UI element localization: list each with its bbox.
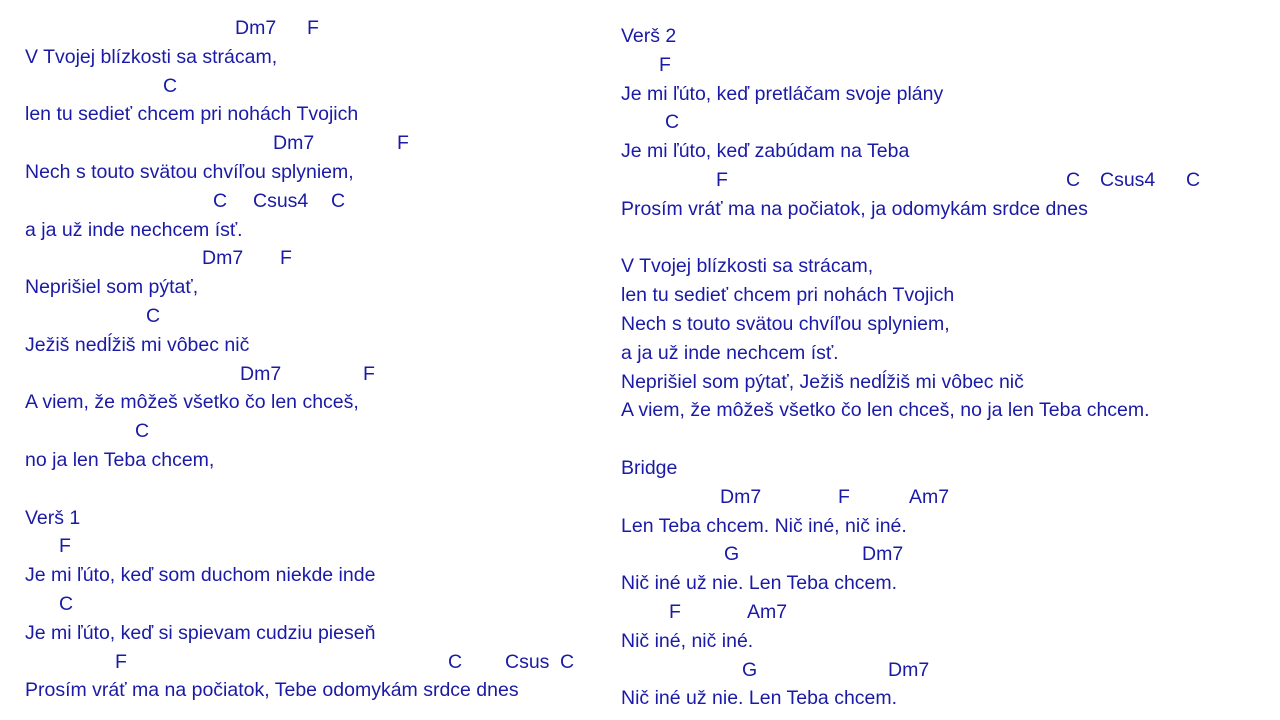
chord-line	[25, 187, 605, 216]
lyric-text: Nech s touto svätou chvíľou splyniem,	[25, 160, 354, 183]
chord-label: Am7	[909, 485, 950, 508]
left-column	[25, 14, 605, 705]
chord-label: C	[448, 650, 463, 673]
chord-label: C	[146, 304, 161, 327]
chord-line	[621, 598, 1261, 627]
lyric-line	[621, 512, 1261, 541]
lyric-text: no ja len Teba chcem,	[25, 448, 215, 471]
lyric-text: Je mi ľúto, keď pretláčam svoje plány	[621, 82, 944, 105]
chord-label: C	[1186, 168, 1201, 191]
chord-label: Dm7	[240, 362, 282, 385]
chord-line	[25, 72, 605, 101]
chord-label: F	[838, 485, 850, 508]
lyric-line	[621, 569, 1261, 598]
chord-label: F	[659, 53, 671, 76]
lyric-text: V Tvojej blízkosti sa strácam,	[621, 255, 874, 278]
lyric-line	[621, 281, 1261, 310]
blank-line	[621, 425, 1261, 454]
chord-line	[25, 129, 605, 158]
lyric-line	[621, 368, 1261, 397]
chord-line	[25, 532, 605, 561]
lyric-text: V Tvojej blízkosti sa strácam,	[25, 45, 278, 68]
lyric-text: Je mi ľúto, keď si spievam cudziu pieseň	[25, 621, 376, 644]
chord-label: C	[331, 189, 346, 212]
lyric-line	[25, 331, 605, 360]
lyric-text: Nič iné už nie. Len Teba chcem.	[621, 687, 898, 710]
lyric-line	[25, 100, 605, 129]
right-column	[621, 22, 1261, 713]
chord-label: F	[363, 362, 375, 385]
blank-line	[621, 224, 1261, 253]
lyric-line	[25, 158, 605, 187]
lyric-line	[25, 43, 605, 72]
chord-label: Dm7	[888, 658, 930, 681]
chord-label: C	[1066, 168, 1081, 191]
lyric-line	[621, 454, 1261, 483]
lyric-text: Neprišiel som pýtať,	[25, 276, 199, 299]
lyric-line	[25, 504, 605, 533]
chord-label: Dm7	[202, 247, 244, 270]
chord-line	[25, 302, 605, 331]
lyric-text: A viem, že môžeš všetko čo len chceš, no ja len Teba chcem.	[621, 399, 1150, 422]
lyric-line	[621, 22, 1261, 51]
lyric-text: Verš 1	[25, 506, 81, 529]
chord-line	[25, 417, 605, 446]
chord-label: Am7	[747, 600, 788, 623]
chord-label: Csus	[505, 650, 550, 673]
chord-label: G	[724, 543, 740, 566]
chord-label: Dm7	[235, 17, 277, 39]
lyric-line	[25, 216, 605, 245]
blank-line	[25, 475, 605, 504]
lyric-line	[621, 339, 1261, 368]
chord-label: F	[669, 600, 681, 623]
lyric-line	[621, 80, 1261, 109]
lyric-text: len tu sedieť chcem pri nohách Tvojich	[621, 284, 955, 307]
chord-label: F	[115, 650, 127, 673]
chord-label: Dm7	[273, 132, 315, 155]
chord-line	[25, 648, 605, 677]
chord-line	[25, 590, 605, 619]
chord-label: F	[716, 168, 728, 191]
lyric-line	[621, 684, 1261, 713]
chord-label: F	[307, 17, 319, 39]
chord-label: C	[163, 74, 178, 97]
lyric-text: Prosím vráť ma na počiatok, Tebe odomykám srdce dnes	[25, 679, 519, 702]
chord-label: F	[397, 132, 409, 155]
lyric-line	[25, 676, 605, 705]
chord-line	[621, 108, 1261, 137]
chord-label: C	[59, 592, 74, 615]
lyric-text: Nič iné už nie. Len Teba chcem.	[621, 572, 898, 595]
lyric-text: Verš 2	[621, 25, 677, 47]
chord-label: Dm7	[862, 543, 904, 566]
chord-label: Dm7	[720, 485, 762, 508]
chord-label: G	[742, 658, 758, 681]
lyric-text: Nič iné, nič iné.	[621, 629, 754, 652]
lyric-text: Bridge	[621, 456, 678, 479]
lyric-line	[25, 273, 605, 302]
lyric-text: len tu sedieť chcem pri nohách Tvojich	[25, 103, 359, 126]
lyric-text: Nech s touto svätou chvíľou splyniem,	[621, 312, 950, 335]
lyric-line	[25, 561, 605, 590]
chord-line	[621, 166, 1261, 195]
lyric-text: Je mi ľúto, keď som duchom niekde inde	[25, 564, 376, 587]
lyric-text: Neprišiel som pýtať, Ježiš nedĺžiš mi vôbec nič	[621, 370, 1024, 393]
lyric-text: Je mi ľúto, keď zabúdam na Teba	[621, 140, 910, 163]
lyric-line	[25, 619, 605, 648]
lyric-text: Len Teba chcem. Nič iné, nič iné.	[621, 514, 907, 537]
lyric-text: Ježiš nedĺžiš mi vôbec nič	[25, 333, 250, 356]
chord-label: F	[59, 535, 71, 558]
chord-label: C	[213, 189, 228, 212]
lyric-line	[621, 195, 1261, 224]
chord-label: Csus4	[253, 189, 309, 212]
lyric-line	[621, 627, 1261, 656]
lyric-text: A viem, že môžeš všetko čo len chceš,	[25, 391, 359, 414]
lyric-line	[621, 396, 1261, 425]
chord-line	[621, 51, 1261, 80]
chord-label: F	[280, 247, 292, 270]
chord-line	[621, 540, 1261, 569]
chord-line	[25, 14, 605, 43]
lyric-line	[621, 252, 1261, 281]
chord-line	[25, 244, 605, 273]
lyric-text: Prosím vráť ma na počiatok, ja odomykám srdce dnes	[621, 197, 1088, 220]
lyric-line	[621, 310, 1261, 339]
lyric-text: a ja už inde nechcem ísť.	[621, 341, 839, 364]
chord-label: C	[135, 420, 150, 443]
chord-line	[621, 656, 1261, 685]
chord-label: C	[560, 650, 575, 673]
lyric-line	[25, 446, 605, 475]
chord-label: Csus4	[1100, 168, 1156, 191]
lyric-text: a ja už inde nechcem ísť.	[25, 218, 243, 241]
chord-line	[25, 360, 605, 389]
lyric-line	[25, 388, 605, 417]
chord-label: C	[665, 111, 680, 134]
lyric-line	[621, 137, 1261, 166]
chord-line	[621, 483, 1261, 512]
